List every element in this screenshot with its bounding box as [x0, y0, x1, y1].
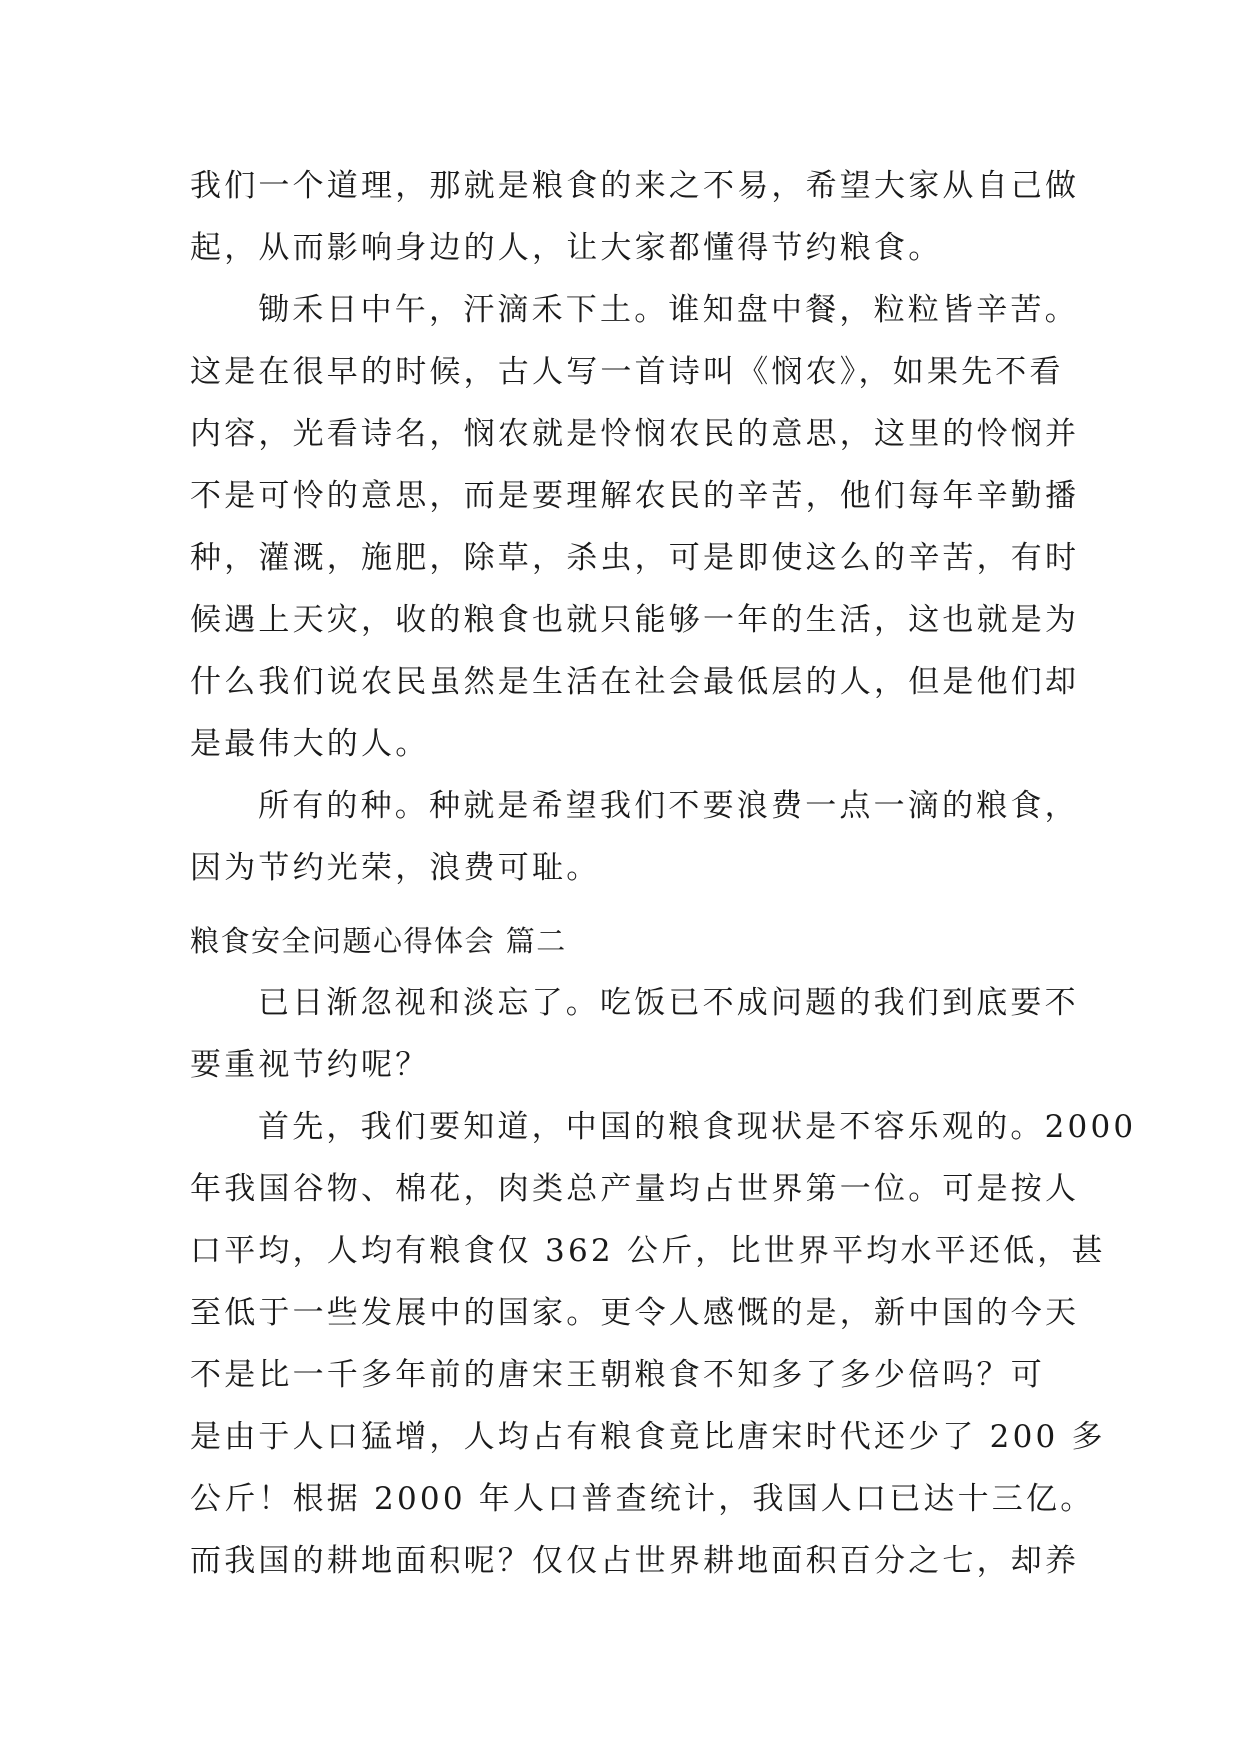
paragraph	[190, 972, 1079, 1096]
text-line: 因为节约光荣，浪费可耻。	[190, 850, 601, 886]
text-line: 起，从而影响身边的人，让大家都懂得节约粮食。	[190, 230, 943, 266]
text-line: 不是可怜的意思，而是要理解农民的辛苦，他们每年辛勤播	[190, 478, 1080, 514]
text-line: 口平均，人均有粮食仅 362 公斤，比世界平均水平还低，甚	[190, 1233, 1106, 1269]
text-line: 已日渐忽视和淡忘了。吃饭已不成问题的我们到底要不	[258, 985, 1079, 1021]
section-heading: 粮食安全问题心得体会 篇二	[190, 924, 567, 958]
section-2	[190, 910, 1137, 1592]
text-line: 候遇上天灾，收的粮食也就只能够一年的生活，这也就是为	[190, 602, 1080, 638]
text-line: 首先，我们要知道，中国的粮食现状是不容乐观的。2000	[258, 1109, 1137, 1145]
text-line: 所有的种。种就是希望我们不要浪费一点一滴的粮食，	[258, 788, 1079, 824]
text-line: 是由于人口猛增，人均占有粮食竟比唐宋时代还少了 200 多	[190, 1419, 1106, 1455]
text-line: 锄禾日中午，汗滴禾下土。谁知盘中餐，粒粒皆辛苦。	[258, 292, 1079, 328]
paragraph	[190, 155, 1080, 279]
text-line: 是最伟大的人。	[190, 726, 430, 762]
text-line: 而我国的耕地面积呢？仅仅占世界耕地面积百分之七，却养	[190, 1543, 1080, 1579]
section-1	[190, 155, 1080, 899]
text-line: 至低于一些发展中的国家。更令人感慨的是，新中国的今天	[190, 1295, 1080, 1331]
text-line: 这是在很早的时候，古人写一首诗叫《悯农》，如果先不看	[190, 354, 1064, 390]
text-line: 我们一个道理，那就是粮食的来之不易，希望大家从自己做	[190, 168, 1080, 204]
paragraph	[190, 1096, 1137, 1592]
text-line: 内容，光看诗名，悯农就是怜悯农民的意思，这里的怜悯并	[190, 416, 1080, 452]
text-line: 年我国谷物、棉花，肉类总产量均占世界第一位。可是按人	[190, 1171, 1080, 1207]
text-line: 不是比一千多年前的唐宋王朝粮食不知多了多少倍吗？可	[190, 1357, 1045, 1393]
text-line: 公斤！根据 2000 年人口普查统计，我国人口已达十三亿。	[190, 1481, 1095, 1517]
paragraph	[190, 775, 1079, 899]
text-line: 要重视节约呢？	[190, 1047, 430, 1083]
text-line: 什么我们说农民虽然是生活在社会最低层的人，但是他们却	[190, 664, 1080, 700]
paragraph	[190, 279, 1080, 775]
text-line: 种，灌溉，施肥，除草，杀虫，可是即使这么的辛苦，有时	[190, 540, 1080, 576]
